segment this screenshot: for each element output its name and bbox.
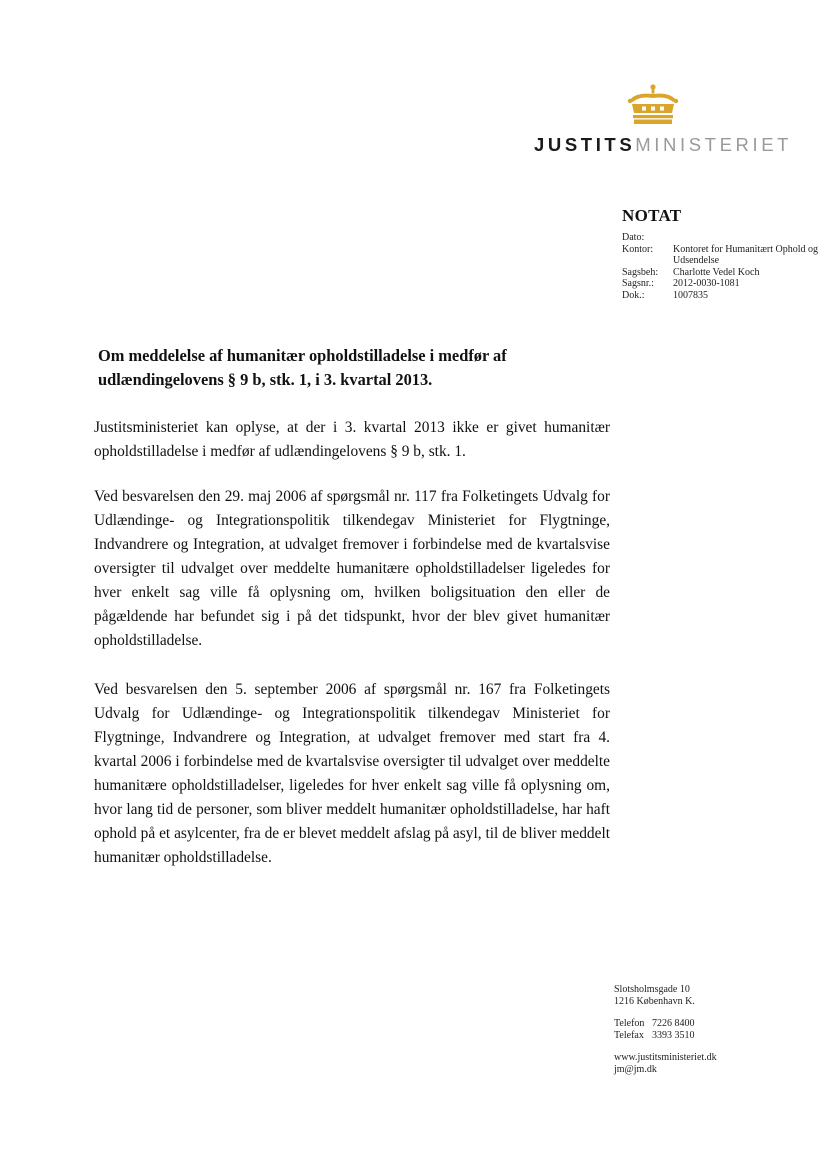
ministry-wordmark: JUSTITSMINISTERIET — [534, 134, 793, 155]
meta-row-office: Kontor: Kontoret for Humanitært Ophold og Udsendelse — [622, 243, 818, 266]
ministry-logo — [534, 84, 793, 164]
email-link[interactable]: jm@jm.dk — [614, 1064, 657, 1075]
body-paragraph: Ved besvarelsen den 5. september 2006 af spørgsmål nr. 167 fra Folketingets Udvalg for Udlændinge- og Integrationspolitik tilkendegav Ministeriet for Flygtninge, Indvandrere og Integration, at udvalget fremover med start fra 4. kvartal 2006 i forbindelse med de kvartalsvise oversigter til udvalget over meddelte humanitære opholdstilladelser, ligeledes for hver enkelt sag ville få oplysning om, hvor lang tid de personer, som bliver meddelt humanitær opholdstilladelse, har haft ophold på et asylcenter, fra de er blevet meddelt afslag på asyl, til de bliver meddelt humanitær opholdstilladelse. — [94, 681, 610, 866]
notat-meta — [622, 232, 828, 301]
meta-row-caseworker: Sagsbeh: Charlotte Vedel Koch — [622, 266, 760, 278]
notat-title: NOTAT — [622, 206, 682, 225]
address-city: 1216 København K. — [614, 996, 695, 1007]
body-paragraph: Ved besvarelsen den 29. maj 2006 af spørgsmål nr. 117 fra Folketingets Udvalg for Udlændinge- og Integrationspolitik tilkendegav Ministeriet for Flygtninge, Indvandrere og Integration, at udvalget fremover i forbindelse med de kvartalsvise oversigter til udvalget over meddelte humanitære opholdstilladelser ligeledes for hver enkelt sag ville få oplysning om, hvilken boligsituation den eller de pågældende har befundet sig i på det tidspunkt, hvor der blev givet humanitær opholdstilladelse. — [94, 488, 610, 649]
fax-number: 3393 3510 — [652, 1030, 695, 1041]
document-heading: Om meddelelse af humanitær opholdstilladelse i medfør af udlændingelovens § 9 b, stk. 1, i 3. kvartal 2013. — [98, 346, 507, 389]
meta-row-date: Dato: — [622, 232, 645, 243]
crown-icon — [624, 84, 682, 126]
meta-row-document: Dok.: 1007835 — [622, 289, 708, 301]
body-paragraph: Justitsministeriet kan oplyse, at der i 3. kvartal 2013 ikke er givet humanitær opholdstilladelse i medfør af udlændingelovens § 9 b, stk. 1. — [94, 419, 610, 460]
meta-row-case-number: Sagsnr.: 2012-0030-1081 — [622, 278, 740, 289]
web-email — [614, 1052, 717, 1076]
fax-row: Telefax 3393 3510 — [614, 1030, 695, 1041]
phone-number: 7226 8400 — [652, 1018, 695, 1029]
postal-address — [614, 984, 717, 1008]
phone-fax — [614, 1018, 717, 1042]
notat-block — [622, 206, 828, 301]
phone-row: Telefon 7226 8400 — [614, 1018, 695, 1029]
website-link[interactable]: www.justitsministeriet.dk — [614, 1052, 717, 1063]
address-street: Slotsholmsgade 10 — [614, 984, 690, 995]
address-block — [614, 984, 717, 1086]
